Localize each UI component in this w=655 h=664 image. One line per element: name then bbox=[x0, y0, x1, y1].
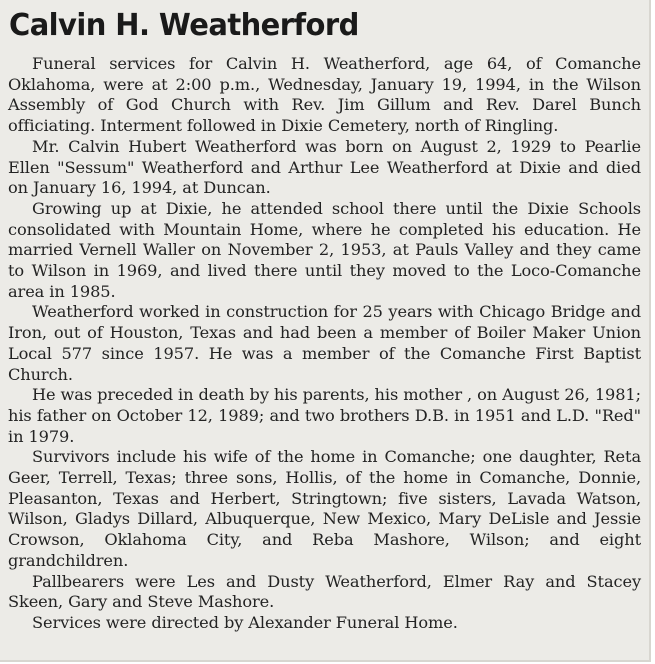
paragraph-preceded-in-death: He was preceded in death by his parents, his mother , on August 26, 1981; his father on October 12, 1989; and two brothers D.B. in 1951 and L.D. "Red" in 1979. bbox=[8, 385, 641, 446]
obituary-headline: Calvin H. Weatherford bbox=[9, 8, 359, 43]
paragraph-funeral-home: Services were directed by Alexander Funeral Home. bbox=[32, 612, 458, 632]
paragraph-early-life-marriage: Growing up at Dixie, he attended school there until the Dixie Schools consolidated with Mountain Home, where he completed his education. He married Vernell Waller on November 2, 1953, at Pauls Valley and they came to Wilson in 1969, and lived there until they moved to the Loco-Comanche area in 1985. bbox=[8, 198, 641, 301]
paragraph-funeral-services: Funeral services for Calvin H. Weatherford, age 64, of Comanche Oklahoma, were at 2:00 p.m., Wednesday, January 19, 1994, in the Wilson Assembly of God Church with Rev. Jim Gillum and Rev. Darel Bunch officiating. Interment followed in Dixie Cemetery, north of Ringling. bbox=[8, 54, 641, 136]
obituary-body bbox=[8, 54, 641, 634]
paragraph-birth-death: Mr. Calvin Hubert Weatherford was born on August 2, 1929 to Pearlie Ellen "Sessum" Weatherford and Arthur Lee Weatherford at Dixie and died on January 16, 1994, at Duncan. bbox=[8, 136, 641, 198]
paragraph-career: Weatherford worked in construction for 25 years with Chicago Bridge and Iron, out of Houston, Texas and had been a member of Boiler Maker Union Local 577 since 1957. He was a member of the Comanche First Baptist Church. bbox=[8, 302, 641, 384]
paragraph-pallbearers: Pallbearers were Les and Dusty Weatherford, Elmer Ray and Stacey Skeen, Gary and Steve Mashore. bbox=[8, 571, 641, 612]
paragraph-survivors: Survivors include his wife of the home in Comanche; one daughter, Reta Geer, Terrell, Texas; three sons, Hollis, of the home in Comanche, Donnie, Pleasanton, Texas and Herbert, Stringtown; five sisters, Lavada Watson, Wilson, Gladys Dillard, Albuquerque, New Mexico, Mary DeLisle and Jessie Crowson, Oklahoma City, and Reba Mashore, Wilson; and eight grandchildren. bbox=[8, 447, 641, 570]
